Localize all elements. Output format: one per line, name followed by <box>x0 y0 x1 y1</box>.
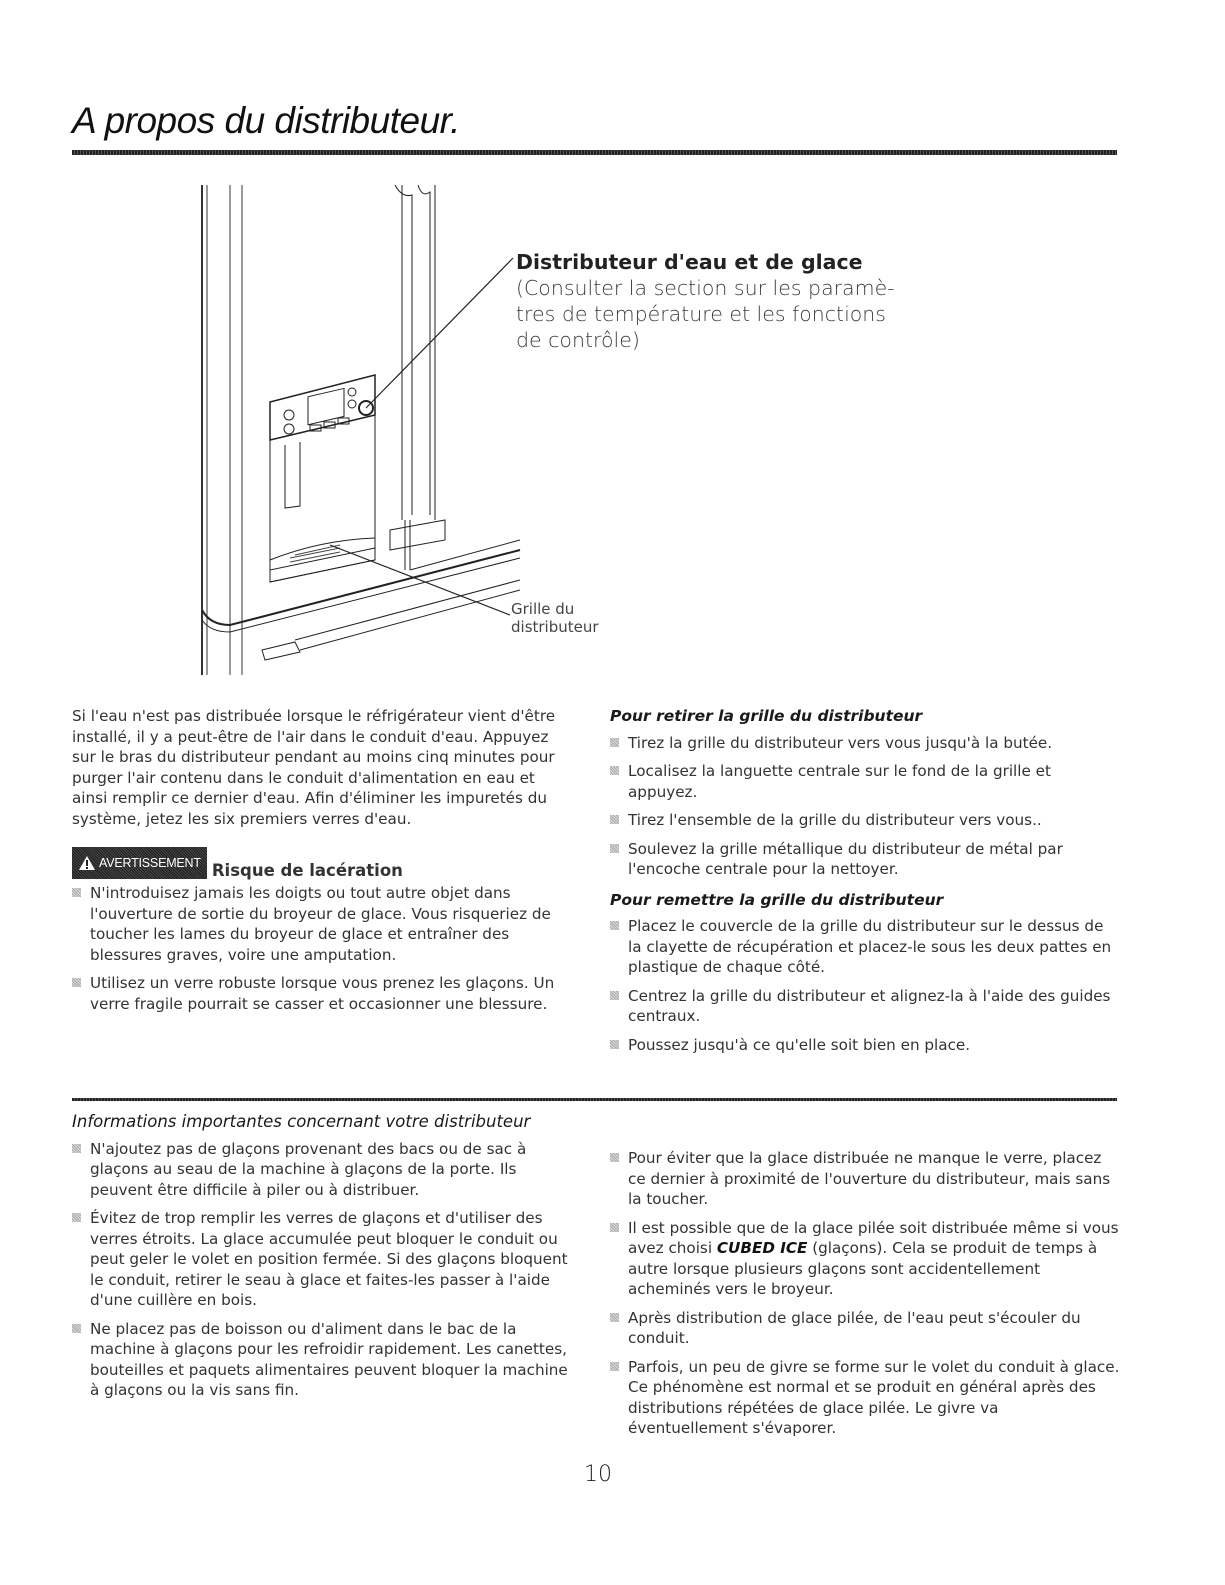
list-item-text: Tirez la grille du distributeur vers vous jusqu'à la butée. <box>628 733 1053 752</box>
list-item-text: Centrez la grille du distributeur et alignez-la à l'aide des guides centraux. <box>628 986 1111 1025</box>
bullet-icon <box>610 766 619 775</box>
warning-header <box>72 847 572 879</box>
bullet-icon <box>610 1313 619 1322</box>
list-item-text: Tirez l'ensemble de la grille du distributeur vers vous.. <box>628 811 1042 829</box>
bullet-icon <box>72 1324 81 1333</box>
remove-grille-heading: Pour retirer la grille du distributeur <box>610 707 923 725</box>
list-item <box>610 839 1120 880</box>
callout-desc-line: de contrôle) <box>516 328 640 352</box>
list-item-text: N'introduisez jamais les doigts ou tout autre objet dans l'ouverture de sortie du broyeur de glace. Vous risqueriez de toucher les lames du broyeur de glace et entraîner des blessures graves, voire une amputation. <box>90 884 551 964</box>
dispenser-grille-icon <box>290 545 340 562</box>
list-item <box>610 1035 1120 1056</box>
callout-leader-grille <box>330 545 510 615</box>
dispenser-callout <box>516 249 936 353</box>
callout-desc-line: (Consulter la section sur les paramè- <box>516 276 895 300</box>
bullet-icon <box>610 844 619 853</box>
grille-label <box>511 600 599 636</box>
page-title: A propos du distributeur. <box>72 100 460 141</box>
left-column <box>72 706 572 1022</box>
list-item-text: Évitez de trop remplir les verres de glaçons et d'utiliser des verres étroits. La glace accumulée peut bloquer le conduit ou peut geler le volet en position fermée. Si des glaçons bloquent le conduit, retirer le seau à glace et faites-les passer à l'aide d'une cuillère en bois. <box>90 1209 568 1309</box>
list-item <box>610 810 1120 831</box>
warning-title: Risque de lacération <box>211 860 403 880</box>
list-item <box>72 883 572 965</box>
list-item-text: Ne placez pas de boisson ou d'aliment dans le bac de la machine à glaçons pour les refroidir rapidement. Les canettes, bouteilles et paquets alimentaires peuvent bloquer la machine à glaçons ou la vis sans fin. <box>90 1319 568 1399</box>
bullet-icon <box>72 888 81 897</box>
section-rule <box>72 1098 1117 1101</box>
replace-grille-list <box>610 916 1120 1055</box>
list-item-text: Utilisez un verre robuste lorsque vous prenez les glaçons. Un verre fragile pourrait se casser et occasionner une blessure. <box>90 974 555 1013</box>
door-handles <box>390 185 445 570</box>
list-item-text: Pour éviter que la glace distribuée ne manque le verre, placez ce dernier à proximité de l'ouverture du distributeur, mais sans la toucher. <box>628 1149 1111 1208</box>
list-item <box>72 1319 572 1401</box>
bullet-icon <box>72 978 81 987</box>
grille-label-line: distributeur <box>511 618 599 636</box>
bullet-icon <box>610 1223 619 1232</box>
list-item <box>610 986 1120 1027</box>
list-item <box>610 1357 1120 1439</box>
important-info-left <box>72 1112 572 1409</box>
list-item <box>610 733 1120 754</box>
list-item <box>610 1218 1120 1300</box>
list-item <box>610 1308 1120 1349</box>
right-column <box>610 706 1120 1063</box>
bullet-icon <box>610 815 619 824</box>
bullet-icon <box>72 1144 81 1153</box>
list-item-text: Parfois, un peu de givre se forme sur le volet du conduit à glace. Ce phénomène est normal et se produit en général après des distributions répétées de glace pilée. Le givre va éventuellement s'évaporer. <box>628 1357 1120 1437</box>
bullet-icon <box>610 738 619 747</box>
callout-title: Distributeur d'eau et de glace <box>516 250 863 274</box>
callout-leader-dispenser <box>366 258 513 408</box>
list-item-text: Localisez la languette centrale sur le fond de la grille et appuyez. <box>628 762 1051 801</box>
callout-description <box>516 275 936 353</box>
bullet-icon <box>72 1213 81 1222</box>
title-rule <box>72 150 1117 155</box>
list-item-text: Il est possible que de la glace pilée soit distribuée même si vous avez choisi <box>628 1218 1119 1257</box>
list-item <box>72 1208 572 1311</box>
list-item-text: Placez le couvercle de la grille du distributeur sur le dessus de la clayette de récupération et placez-le sous les deux pattes en plastique de chaque côté. <box>628 917 1112 976</box>
intro-paragraph: Si l'eau n'est pas distribuée lorsque le réfrigérateur vient d'être installé, il y a peut-être de l'air dans le conduit d'eau. Appuyez sur le bras du distributeur pendant au moins cinq minutes pour purger l'air contenu dans le conduit d'alimentation en eau et ainsi remplir ce dernier d'eau. Afin d'éliminer les impuretés du système, jetez les six premiers verres d'eau. <box>72 707 556 828</box>
list-item <box>610 761 1120 802</box>
bullet-icon <box>610 1040 619 1049</box>
bullet-icon <box>610 921 619 930</box>
list-item <box>610 1148 1120 1210</box>
list-item-text: Soulevez la grille métallique du distributeur de métal par l'encoche centrale pour la nettoyer. <box>628 839 1063 878</box>
replace-grille-heading: Pour remettre la grille du distributeur <box>610 890 944 909</box>
important-info-right <box>610 1148 1120 1447</box>
list-item-text: (glaçons). Cela se produit de temps à autre lorsque plusieurs glaçons sont accidentellement acheminés vers le broyeur. <box>628 1239 1098 1298</box>
warning-badge-label: AVERTISSEMENT <box>99 855 201 870</box>
list-item <box>610 916 1120 978</box>
important-info-right-list <box>610 1148 1120 1439</box>
bullet-icon <box>610 1153 619 1162</box>
page-number: 10 <box>584 1462 612 1487</box>
cubed-ice-emphasis: CUBED ICE <box>716 1239 808 1257</box>
remove-grille-list <box>610 733 1120 880</box>
dispenser-control-panel <box>270 375 375 440</box>
fridge-left-edge <box>202 185 242 675</box>
bullet-icon <box>610 1362 619 1371</box>
list-item-text: N'ajoutez pas de glaçons provenant des bacs ou de sac à glaçons au seau de la machine à glaçons de la porte. Ils peuvent être difficile à piler ou à distribuer. <box>90 1139 527 1199</box>
important-info-left-list <box>72 1139 572 1401</box>
grille-label-line: Grille du <box>511 600 575 618</box>
list-item-text: Après distribution de glace pilée, de l'eau peut s'écouler du conduit. <box>628 1308 1081 1347</box>
warning-list <box>72 883 572 1014</box>
list-item-text: Poussez jusqu'à ce qu'elle soit bien en place. <box>628 1035 971 1054</box>
callout-desc-line: tres de température et les fonctions <box>516 302 886 326</box>
warning-triangle-icon <box>78 855 96 871</box>
bullet-icon <box>610 991 619 1000</box>
list-item <box>72 973 572 1014</box>
warning-badge <box>72 847 207 879</box>
important-info-heading: Informations importantes concernant votre distributeur <box>72 1112 531 1131</box>
list-item <box>72 1139 572 1201</box>
